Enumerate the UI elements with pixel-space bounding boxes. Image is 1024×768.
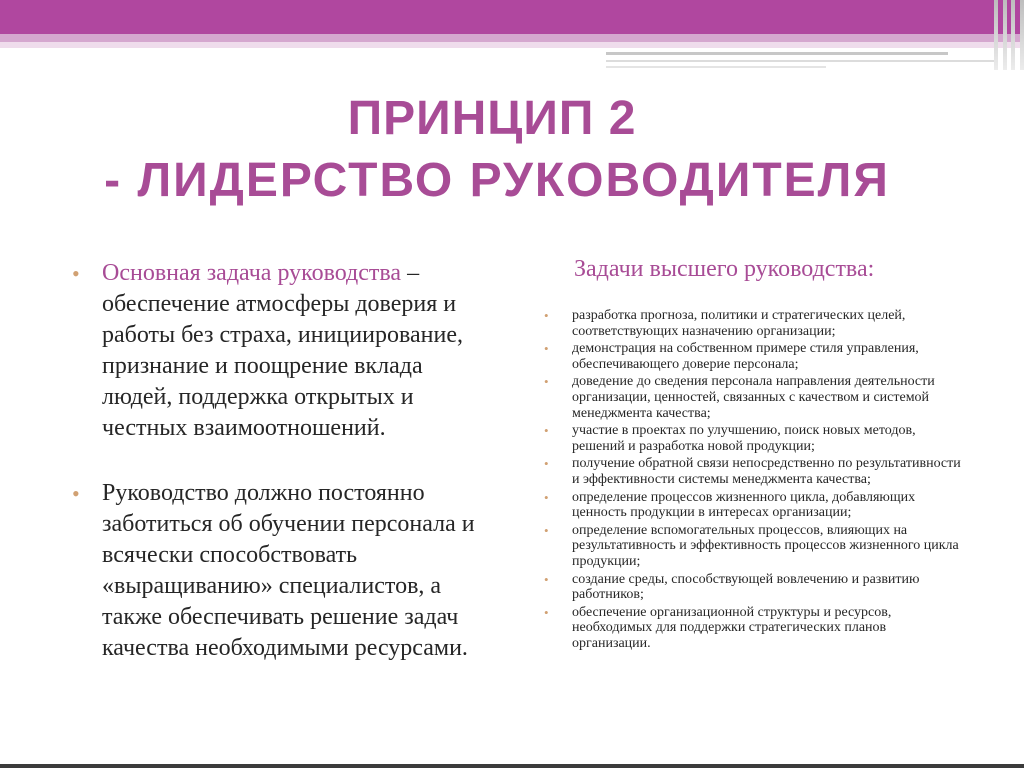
bullet-dot-icon: • [544, 308, 549, 323]
slide-title-line2: - ЛИДЕРСТВО РУКОВОДИТЕЛЯ [104, 154, 890, 207]
decor-strip [606, 60, 996, 62]
slide-title-line1: ПРИНЦИП 2 [347, 92, 637, 145]
list-item: • определение процессов жизненного цикла, добавляющих ценность продукции в интересах организации; [544, 489, 916, 521]
right-heading: Задачи высшего руководства: [574, 256, 875, 282]
list-item: • получение обратной связи непосредственно по результативности и эффективности системы менеджмента качества; [544, 456, 961, 487]
list-item: • создание среды, способствующей вовлечению и развитию работников; [544, 571, 920, 603]
left-bullet-lead: Основная задача руководства [102, 260, 402, 286]
bottom-border [0, 764, 1024, 768]
bullet-dot-icon: • [544, 374, 549, 390]
bullet-dot-icon: • [544, 571, 549, 587]
top-decor-band [0, 0, 1024, 34]
bullet-dot-icon: • [544, 423, 549, 439]
list-item: • участие в проектах по улучшению, поиск новых методов, решений и разработка новой продукции; [544, 423, 916, 454]
bullet-dot-icon: • [544, 522, 549, 538]
top-decor-band-pale [0, 42, 1024, 48]
top-decor-band-light [0, 34, 1024, 42]
list-item: • доведение до сведения персонала направления деятельности организации, ценностей, связанных с качеством и системой менеджмента качества; [544, 374, 935, 421]
list-item: • определение вспомогательных процессов, влияющих на результативность и эффективность процессов жизненного цикла продукции; [544, 522, 959, 569]
right-column [544, 254, 962, 653]
left-bullet [72, 258, 492, 444]
bullet-dot-icon: • [544, 456, 549, 472]
list-item: • обеспечение организационной структуры и ресурсов, необходимых для поддержки стратегических планов организации. [544, 604, 892, 651]
decor-strip [606, 66, 826, 68]
bullet-dot-icon: • [544, 604, 549, 620]
left-bullet [72, 478, 492, 664]
list-item: • демонстрация на собственном примере стиля управления, обеспечивающего доверие персонала; [544, 341, 919, 372]
bullet-dot-icon: • [544, 489, 549, 505]
left-bullet-text: Руководство должно постоянно заботиться об обучении персонала и всячески способствовать «выращиванию» специалистов, а также обеспечивать решение задач качества необходимыми ресурсами. [102, 480, 475, 661]
tasks-list [544, 308, 962, 651]
bullet-dot-icon: • [72, 261, 80, 286]
left-column [72, 258, 492, 664]
decor-strip [606, 52, 948, 55]
slide-title [0, 88, 1024, 212]
decor-vertical-bars [994, 0, 1024, 70]
left-bullet-text: – обеспечение атмосферы доверия и работы без страха, инициирование, признание и поощрение вклада людей, поддержка открытых и честных взаимоотношений. [102, 260, 463, 441]
bullet-dot-icon: • [72, 481, 80, 506]
bullet-dot-icon: • [544, 341, 549, 357]
list-item: • разработка прогноза, политики и стратегических целей, соответствующих назначению организации; [544, 308, 906, 339]
